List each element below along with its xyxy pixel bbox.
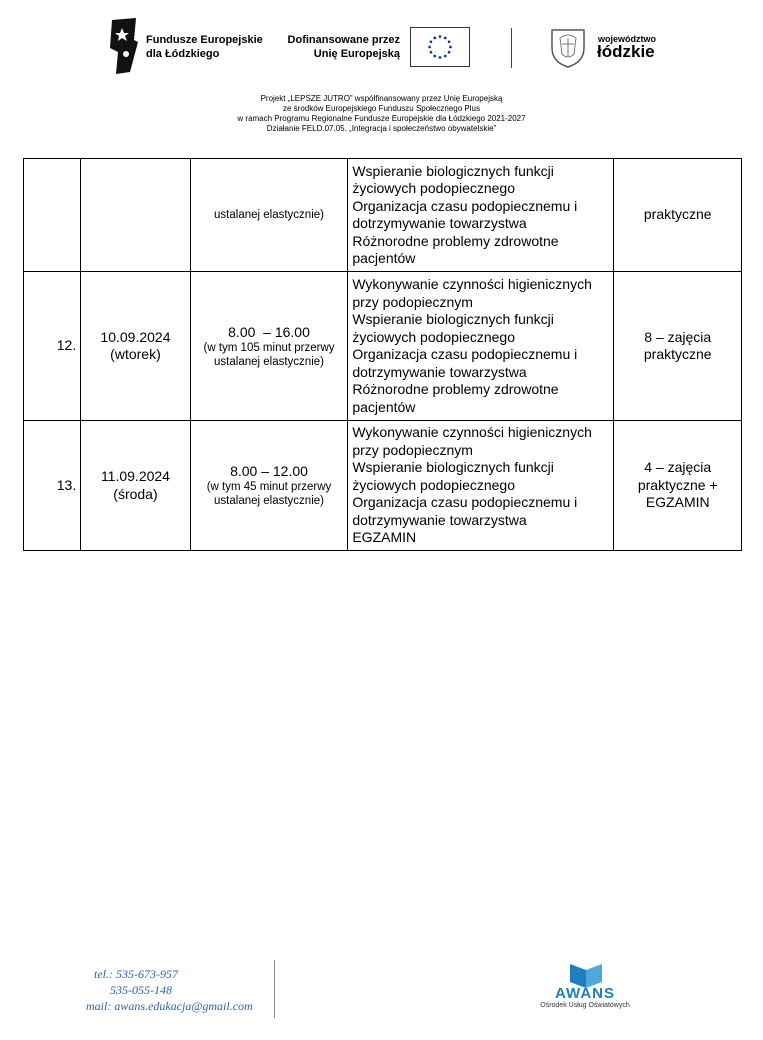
topic-line: Wykonywanie czynności higienicznych przy podopiecznym (352, 276, 592, 310)
project-line: Działanie FELD.07.05. „Integracja i społeczeństwo obywatelskie” (266, 124, 497, 133)
row-class-type: praktyczne (614, 159, 742, 272)
topic-line: Organizacja czasu podopiecznemu i dotrzymywanie towarzystwa (352, 197, 578, 231)
row-class-type: 4 – zajęcia praktyczne + EGZAMIN (614, 421, 742, 551)
row-class-type: 8 – zajęcia praktyczne (614, 272, 742, 421)
eu-flag-icon (410, 27, 470, 67)
project-line: Projekt „LEPSZE JUTRO” współfinansowany przez Unię Europejską (260, 94, 503, 103)
footer-contact (86, 966, 270, 1014)
row-hours-cell (190, 421, 348, 551)
row-date-cell (81, 272, 190, 421)
awans-name: AWANS (554, 985, 615, 1002)
row-number (24, 159, 81, 272)
cofinanced-label (282, 33, 400, 61)
region-label-big: łódzkie (597, 42, 655, 61)
row-hours-note: (w tym 105 minut przerwy ustalanej elastycznie) (203, 341, 335, 368)
project-line: w ramach Programu Regionalne Fundusze Europejskie dla Łódzkiego 2021-2027 (237, 114, 526, 123)
topic-line: Wspieranie biologicznych funkcji życiowych podopiecznego (352, 162, 554, 196)
eu-star-icon (444, 55, 447, 58)
row-date: 10.09.2024 (100, 328, 171, 345)
schedule-table (23, 158, 742, 551)
eu-star-icon (433, 37, 436, 40)
region-label-small: województwo (598, 34, 656, 44)
fe-name-line1: Fundusze Europejskie (146, 34, 263, 46)
eu-star-icon (439, 35, 442, 38)
row-hours: 8.00 – 16.00 (228, 323, 310, 340)
document-header (0, 0, 763, 150)
project-line: ze środków Europejskiego Funduszu Społecznego Plus (282, 104, 480, 113)
eu-star-icon (428, 46, 431, 49)
eu-star-icon (433, 55, 436, 58)
eu-star-icon (448, 51, 451, 54)
row-hours-note: ustalanej elastycznie) (214, 209, 324, 221)
row-hours: 8.00 – 12.00 (230, 463, 308, 479)
row-topics-cell (348, 159, 614, 272)
fundusze-europejskie-name (146, 33, 263, 61)
topic-line: Różnorodne problemy zdrowotne pacjentów (352, 381, 559, 415)
row-hours-cell (190, 272, 348, 421)
row-date-cell (81, 159, 190, 272)
row-topics-cell (348, 421, 614, 551)
fe-name-line2: dla Łódzkiego (146, 48, 220, 60)
row-topics-cell (348, 272, 614, 421)
eu-star-icon (444, 37, 447, 40)
row-number: 12. (24, 272, 81, 421)
eu-star-icon (449, 46, 452, 49)
topic-line: Wspieranie biologicznych funkcji życiowych podopiecznego (352, 459, 554, 493)
fundusze-europejskie-logo-icon (108, 18, 140, 74)
lodzkie-crest-icon (550, 26, 586, 68)
awans-subtitle: Ośrodek Usług Oświatowych (540, 1002, 630, 1009)
table-row (24, 421, 742, 551)
topic-line: Wykonywanie czynności higienicznych przy podopiecznym (352, 424, 592, 458)
eu-star-icon (448, 40, 451, 43)
footer-email: mail: awans.edukacja@gmail.com (86, 999, 253, 1013)
row-date-cell (81, 421, 190, 551)
row-day: (środa) (113, 485, 158, 502)
topic-line: Organizacja czasu podopiecznemu i dotrzymywanie towarzystwa (352, 494, 578, 528)
eu-star-icon (430, 40, 433, 43)
header-divider (511, 28, 512, 68)
project-info (150, 94, 613, 134)
row-hours-cell (190, 159, 348, 272)
row-date: 11.09.2024 (100, 468, 170, 484)
row-day: (wtorek) (110, 346, 161, 362)
eu-star-icon (439, 56, 442, 59)
topic-line: Organizacja czasu podopiecznemu i dotrzymywanie towarzystwa (352, 346, 578, 380)
topic-line: Różnorodne problemy zdrowotne pacjentów (352, 232, 559, 266)
topic-line: Wspieranie biologicznych funkcji życiowych podopiecznego (352, 311, 554, 345)
footer-phone-1: tel.: 535-673-957 (94, 967, 178, 981)
cofinanced-line2: Unię Europejską (313, 48, 400, 60)
table-row (24, 272, 742, 421)
row-number: 13. (24, 421, 81, 551)
cofinanced-line1: Dofinansowane przez (287, 34, 400, 46)
footer-divider (274, 960, 275, 1018)
row-hours-note: (w tym 45 minut przerwy ustalanej elastycznie) (206, 481, 332, 507)
topic-line: EGZAMIN (352, 529, 417, 546)
eu-star-icon (430, 51, 433, 54)
footer-phone-2: 535-055-148 (110, 983, 172, 997)
table-row (24, 159, 742, 272)
